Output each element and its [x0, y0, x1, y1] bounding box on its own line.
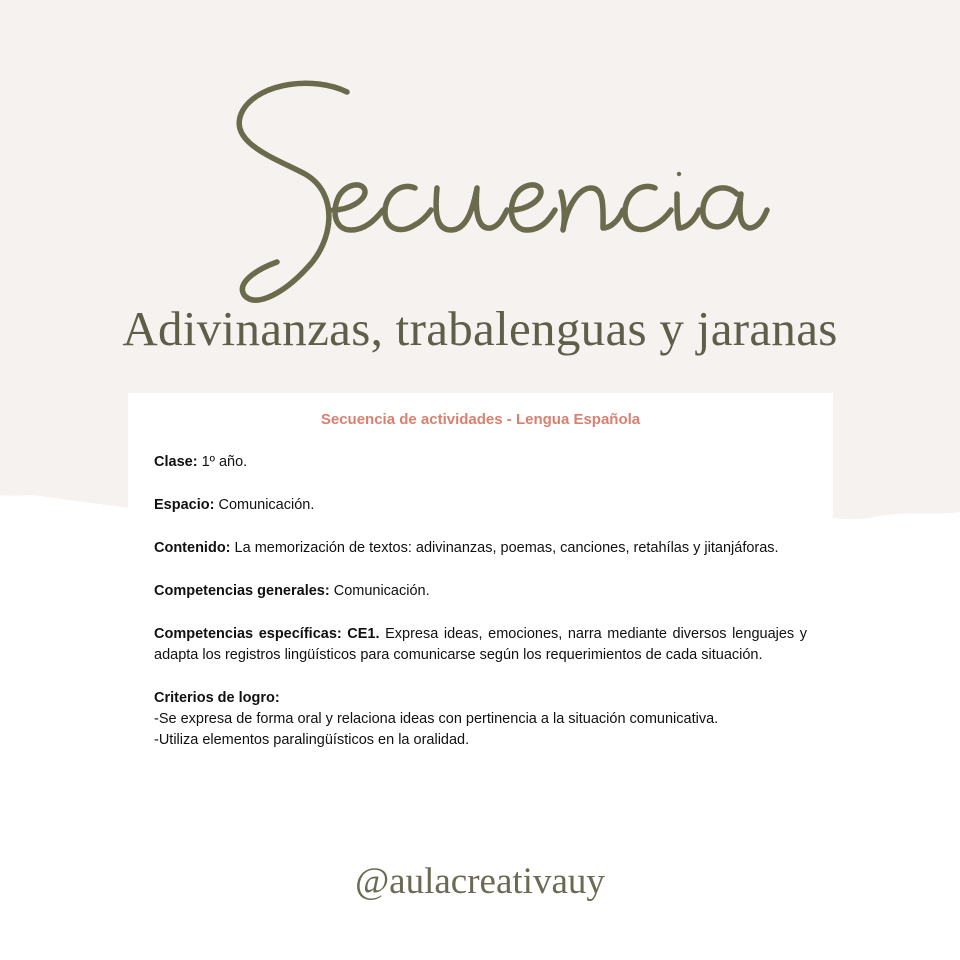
competencias-especificas-label: Competencias específicas: CE1. [154, 626, 380, 642]
field-competencias-especificas [154, 624, 807, 666]
criterio-item: -Se expresa de forma oral y relaciona ideas con pertinencia a la situación comunicativa. [154, 711, 719, 727]
field-espacio [154, 495, 807, 516]
field-competencias-generales [154, 581, 807, 602]
field-criterios-de-logro [154, 688, 807, 751]
espacio-value: Comunicación. [218, 497, 315, 513]
contenido-label: Contenido: [154, 540, 231, 556]
clase-value: 1º año. [201, 454, 248, 470]
field-clase [154, 452, 807, 473]
document-heading: Secuencia de actividades - Lengua Española [320, 411, 641, 428]
subtitle: Adivinanzas, trabalenguas y jaranas [122, 301, 838, 356]
instagram-handle: @aulacreativauy [355, 861, 605, 902]
script-title-secuencia [215, 70, 775, 330]
criterios-label: Criterios de logro: [154, 690, 280, 706]
competencias-especificas-value: Expresa ideas, emociones, narra mediante diversos lenguajes y adapta los registros lingüísticos para comunicarse según los requerimientos de cada situación. [154, 626, 807, 663]
field-contenido [154, 538, 807, 559]
contenido-value: La memorización de textos: adivinanzas, poemas, canciones, retahílas y jitanjáforas. [234, 540, 779, 556]
competencias-generales-label: Competencias generales: [154, 583, 330, 599]
competencias-generales-value: Comunicación. [333, 583, 430, 599]
clase-label: Clase: [154, 454, 198, 470]
criterio-item: -Utiliza elementos paralingüísticos en la oralidad. [154, 732, 470, 748]
activity-sequence-document [128, 393, 833, 843]
espacio-label: Espacio: [154, 497, 215, 513]
